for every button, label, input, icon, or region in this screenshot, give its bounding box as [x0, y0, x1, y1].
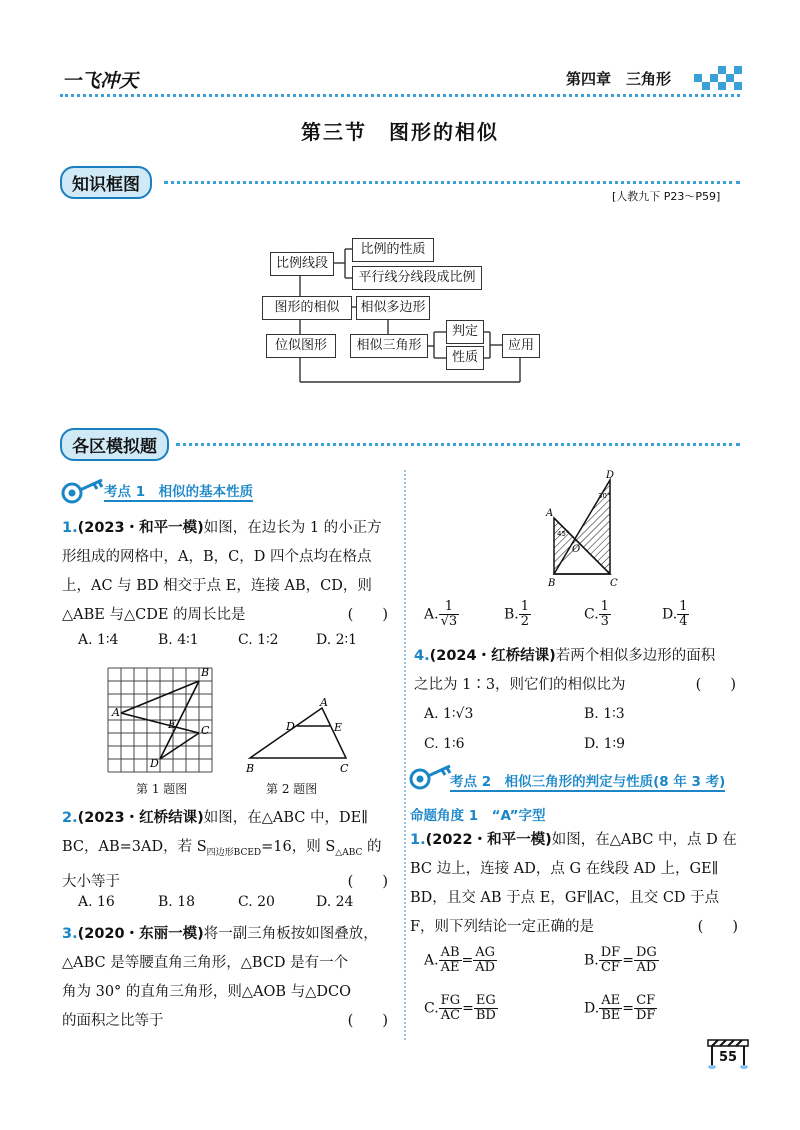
fig1-label-c: C — [201, 724, 210, 737]
question-text: 上，AC 与 BD 相交于点 E，连接 AB，CD，则 — [62, 578, 372, 594]
section-tag-exercises: 各区模拟题 — [60, 428, 169, 461]
fig2-label-b: B — [246, 762, 255, 775]
question-source: (2020・东丽一模) — [77, 926, 204, 942]
question-number: 2. — [62, 810, 78, 826]
page-number: 55 — [718, 1050, 738, 1065]
flow-box-xingzhi: 性质 — [446, 346, 484, 370]
figure-2-triangle — [242, 698, 362, 778]
fig3-label-a: A — [546, 508, 554, 519]
flow-box-panding: 判定 — [446, 320, 484, 344]
figure-1-caption: 第 1 题图 — [136, 782, 188, 796]
question-source: (2023・和平一模) — [77, 520, 204, 536]
question-text: △ABC 是等腰直角三角形，△BCD 是有一个 — [62, 955, 349, 971]
question-1 — [62, 514, 398, 630]
question-number: 4. — [414, 648, 430, 664]
question-number: 3. — [62, 926, 78, 942]
fig1-label-b: B — [201, 666, 210, 679]
answer-paren: ( ) — [347, 1013, 388, 1029]
key-icon — [60, 476, 106, 506]
fig3-angle-45: 45° — [557, 530, 570, 538]
answer-paren: ( ) — [347, 607, 388, 623]
question-5 — [410, 826, 744, 942]
option-b[interactable]: B. $\frac{1}{2}$ — [504, 599, 530, 629]
fig2-label-c: C — [340, 762, 349, 775]
question-text: F，则下列结论一定正确的是 — [410, 919, 595, 935]
option-b[interactable]: B. 4∶1 — [158, 632, 199, 648]
fig1-label-e: E — [168, 718, 177, 731]
question-source: (2023・红桥结课) — [77, 810, 204, 826]
figure-2-caption: 第 2 题图 — [266, 782, 318, 796]
question-text: 如图，在△ABC 中，点 D 在 — [551, 832, 737, 848]
flow-box-pingxing: 平行线分线段成比例 — [352, 266, 482, 290]
question-source: (2024・红桥结课) — [429, 648, 556, 664]
flow-box-xiangsi: 图形的相似 — [262, 296, 352, 320]
option-a[interactable]: A. 1∶4 — [78, 632, 119, 648]
option-d[interactable]: D. $\frac{1}{4}$ — [662, 599, 688, 629]
flow-box-weisi: 位似图形 — [266, 334, 336, 358]
option-c[interactable]: C. 1∶6 — [424, 736, 465, 752]
question-text: BC 边上，连接 AD，点 G 在线段 AD 上，GE∥ — [410, 861, 719, 877]
option-a[interactable]: A. 1∶√3 — [424, 706, 474, 722]
question-text: 之比为 1∶3，则它们的相似比为 — [414, 677, 626, 693]
option-c[interactable]: C. 1∶2 — [238, 632, 279, 648]
flow-box-sanjiao: 相似三角形 — [350, 334, 428, 358]
question-text: 形组成的网格中，A，B，C，D 四个点均在格点 — [62, 549, 372, 565]
brand-logo: 一飞冲天 — [62, 70, 139, 92]
flow-box-duobianxing: 相似多边形 — [356, 296, 430, 320]
option-c[interactable]: C. $\frac{FG}{AC}$ = $\frac{EG}{BD}$ — [424, 993, 496, 1023]
flow-box-bili-xingzhi: 比例的性质 — [352, 238, 434, 262]
answer-paren: ( ) — [347, 873, 388, 890]
question-1-line-1 — [62, 514, 398, 543]
question-source: (2022・和平一模) — [425, 832, 552, 848]
question-text: 角为 30° 的直角三角形，则△AOB 与△DCO — [62, 984, 351, 1000]
kaodian-2-heading: 考点 2 相似三角形的判定与性质(8 年 3 考) — [450, 770, 725, 792]
question-4 — [414, 642, 744, 700]
option-a[interactable]: A. 16 — [78, 894, 115, 910]
question-text: 如图，在△ABC 中，DE∥ — [203, 810, 368, 826]
figure-3-triangles — [540, 470, 630, 590]
question-text: BC，AB=3AD，若 S — [62, 839, 207, 855]
kaodian-1-heading: 考点 1 相似的基本性质 — [104, 480, 253, 502]
option-a[interactable]: A. $\frac{1}{√3}$ — [424, 599, 458, 629]
subscript: 四边形BCED — [206, 847, 262, 858]
fig1-label-a: A — [112, 706, 120, 719]
fig3-angle-30: 30° — [598, 492, 611, 500]
textbook-reference: [人教九下 P23～P59] — [612, 190, 721, 203]
option-d[interactable]: D. 24 — [316, 894, 354, 910]
question-text: 将一副三角板按如图叠放， — [203, 926, 378, 942]
question-text: △ABE 与△CDE 的周长比是 — [62, 607, 246, 623]
section-tag-knowledge: 知识框图 — [60, 166, 152, 199]
answer-paren: ( ) — [697, 919, 738, 935]
header-checker-icon — [694, 62, 742, 96]
option-b[interactable]: B. $\frac{DF}{CF}$ = $\frac{DG}{AD}$ — [584, 945, 657, 975]
chapter-title: 第四章 三角形 — [566, 70, 672, 88]
fig3-label-b: B — [548, 578, 556, 589]
fig1-label-d: D — [150, 757, 159, 770]
option-a[interactable]: A. $\frac{AB}{AE}$ = $\frac{AG}{AD}$ — [424, 945, 496, 975]
question-3 — [62, 920, 398, 1036]
option-c[interactable]: C. 20 — [238, 894, 275, 910]
fig2-label-d: D — [286, 720, 295, 733]
question-text: 的 — [362, 839, 382, 855]
fig3-label-o: O — [572, 544, 581, 555]
option-c[interactable]: C. $\frac{1}{3}$ — [584, 599, 609, 629]
option-b[interactable]: B. 18 — [158, 894, 196, 910]
question-2 — [62, 804, 398, 897]
page-title: 第三节 图形的相似 — [301, 120, 499, 144]
option-d[interactable]: D. 1∶9 — [584, 736, 626, 752]
key-icon — [408, 762, 454, 792]
fig2-label-e: E — [334, 721, 343, 734]
figure-1-grid — [100, 660, 230, 780]
subscript: △ABC — [335, 847, 363, 858]
flow-box-bili: 比例线段 — [270, 252, 334, 276]
option-b[interactable]: B. 1∶3 — [584, 706, 625, 722]
mingti-angle-1: 命题角度 1 “A”字型 — [410, 808, 546, 824]
fig3-label-d: D — [606, 470, 615, 481]
question-number: 1. — [410, 832, 426, 848]
question-text: 的面积之比等于 — [62, 1013, 164, 1029]
question-text: 大小等于 — [62, 873, 120, 890]
question-text: BD，且交 AB 于点 E，GF∥AC，且交 CD 于点 — [410, 890, 720, 906]
answer-paren: ( ) — [695, 677, 736, 693]
question-number: 1. — [62, 520, 78, 536]
question-text: 如图，在边长为 1 的小正方 — [203, 520, 382, 536]
flow-box-yingyong: 应用 — [502, 334, 540, 358]
section-dots — [176, 443, 740, 446]
option-d[interactable]: D. 2∶1 — [316, 632, 358, 648]
question-text: 若两个相似多边形的面积 — [555, 648, 716, 664]
column-divider — [404, 470, 406, 1040]
fig3-label-c: C — [610, 578, 618, 589]
question-text: =16，则 S — [261, 839, 336, 855]
section-dots — [164, 181, 740, 184]
fig2-label-a: A — [320, 698, 328, 709]
header-divider — [60, 94, 740, 97]
option-d[interactable]: D. $\frac{AE}{BE}$ = $\frac{CF}{DF}$ — [584, 993, 656, 1023]
